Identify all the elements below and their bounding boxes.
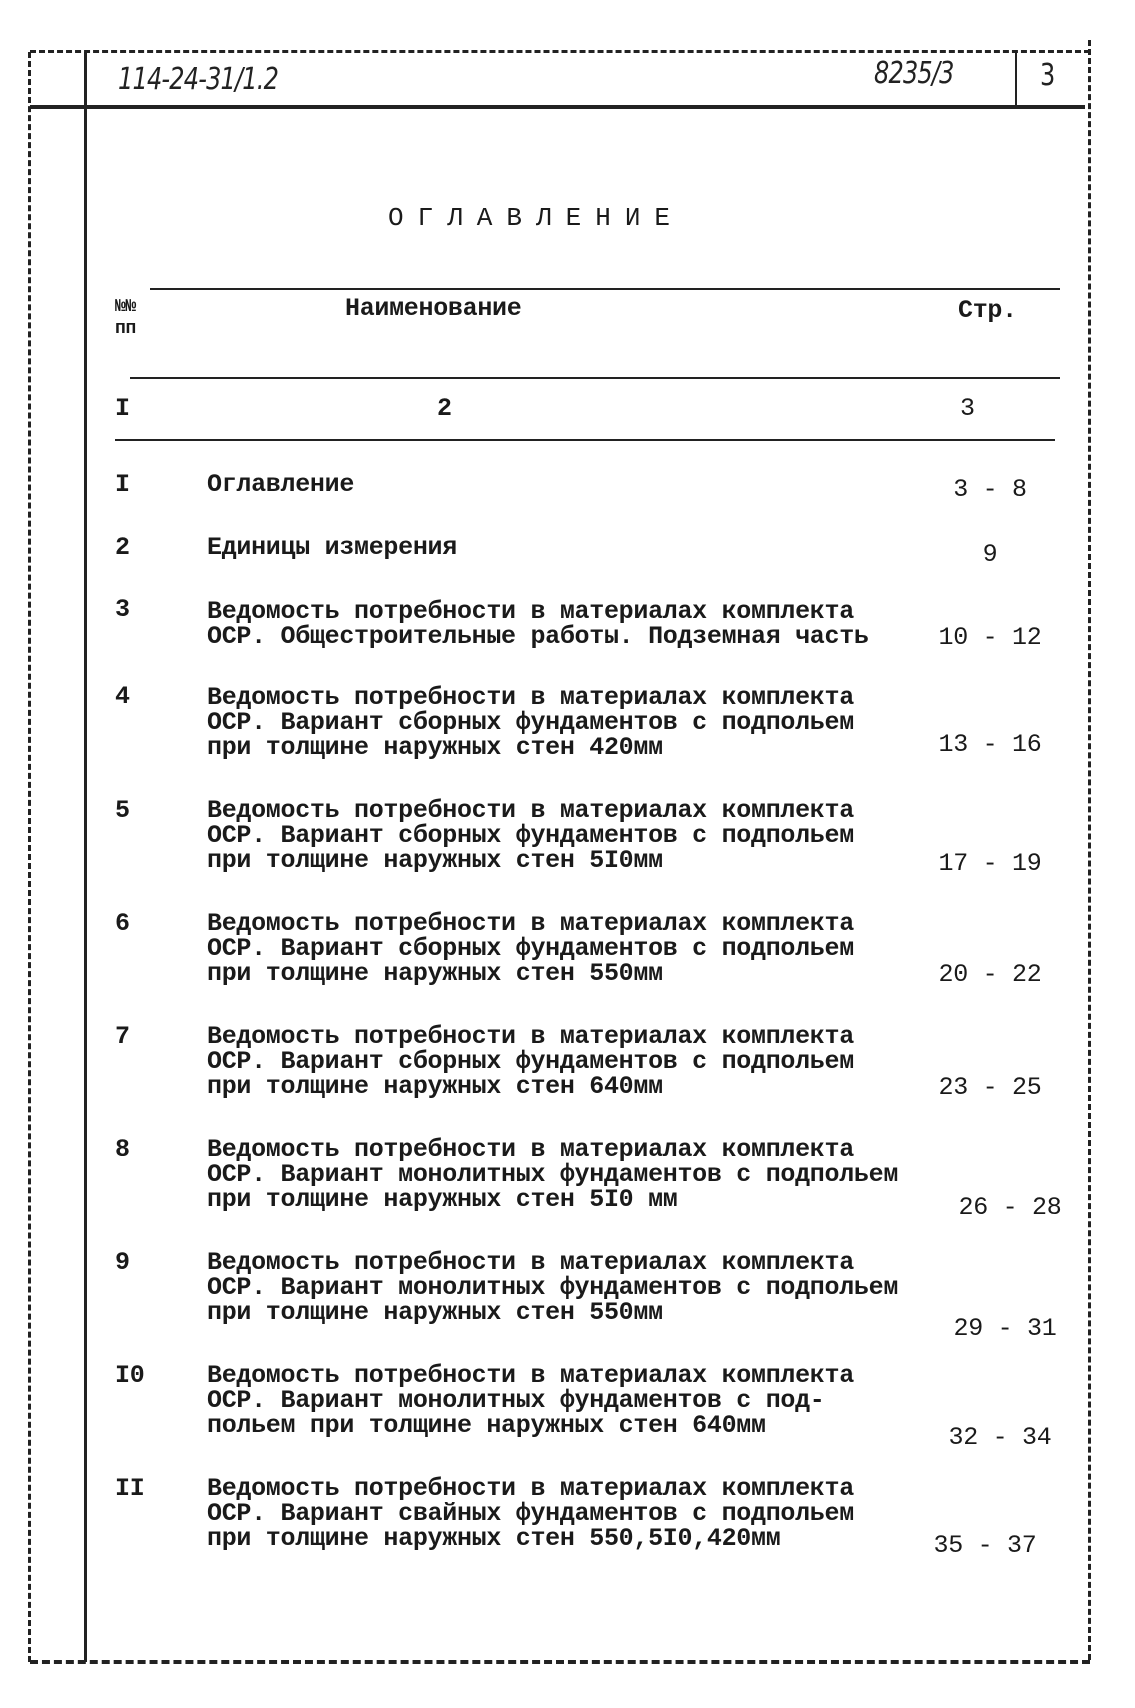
table-top-line: [150, 288, 1060, 290]
row-number: II: [115, 1474, 145, 1503]
row-pages: 17 - 19: [938, 849, 1042, 878]
row-pages: 9: [982, 540, 998, 569]
row-name: Ведомость потребности в материалах комплекта ОСР. Вариант сборных фундаментов с подпольем при толщине наружных стен 420мм: [207, 683, 854, 762]
sheet-box-divider: [1015, 52, 1017, 106]
row-pages: 10 - 12: [938, 623, 1042, 652]
frame-top-dashed-line: [30, 50, 1090, 53]
archive-number: 8235/3: [874, 56, 954, 91]
column-number-1: I: [115, 394, 130, 423]
header-divider-line: [130, 377, 1060, 379]
row-name: Ведомость потребности в материалах комплекта ОСР. Вариант свайных фундаментов с подпольем при толщине наружных стен 550,5I0,420мм: [207, 1474, 854, 1553]
column-header-name: Наименование: [345, 294, 522, 323]
row-number: 5: [115, 796, 130, 825]
document-code: 114-24-31/1.2: [118, 62, 279, 97]
row-name: Ведомость потребности в материалах комплекта ОСР. Вариант монолитных фундаментов с под- польем при толщине наружных стен 640мм: [207, 1361, 854, 1440]
row-pages: 13 - 16: [938, 730, 1042, 759]
column-number-3: 3: [960, 394, 975, 423]
row-number: 4: [115, 682, 130, 711]
row-number: I0: [115, 1361, 145, 1390]
row-pages: 32 - 34: [948, 1423, 1052, 1452]
row-number: 8: [115, 1135, 130, 1164]
row-number: 3: [115, 595, 130, 624]
row-number: I: [115, 470, 130, 499]
row-number: 2: [115, 533, 130, 562]
column-number-2: 2: [437, 394, 452, 423]
row-name: Ведомость потребности в материалах комплекта ОСР. Вариант монолитных фундаментов с подпольем при толщине наружных стен 550мм: [207, 1248, 899, 1327]
frame-bottom-line: [30, 1660, 1090, 1664]
sheet-number: 3: [1040, 58, 1055, 93]
frame-inner-left-line: [84, 52, 87, 1662]
page-title: ОГЛАВЛЕНИЕ: [388, 203, 685, 233]
row-name: Ведомость потребности в материалах комплекта ОСР. Общестроительные работы. Подземная часть: [207, 597, 869, 651]
header-bottom-line: [30, 105, 1085, 109]
row-name: Единицы измерения: [207, 533, 457, 562]
row-number: 6: [115, 909, 130, 938]
column-header-number: №№ пп: [115, 297, 137, 339]
row-name: Ведомость потребности в материалах комплекта ОСР. Вариант монолитных фундаментов с подпольем при толщине наружных стен 5I0 мм: [207, 1135, 899, 1214]
column-numbers-line: [115, 439, 1055, 441]
frame-right-line: [1088, 40, 1091, 1660]
row-pages: 35 - 37: [933, 1531, 1037, 1560]
row-pages: 3 - 8: [953, 475, 1027, 504]
row-name: Ведомость потребности в материалах комплекта ОСР. Вариант сборных фундаментов с подпольем при толщине наружных стен 550мм: [207, 909, 854, 988]
column-header-pages: Стр.: [958, 296, 1017, 325]
row-name: Ведомость потребности в материалах комплекта ОСР. Вариант сборных фундаментов с подпольем при толщине наружных стен 640мм: [207, 1022, 854, 1101]
row-pages: 29 - 31: [953, 1314, 1057, 1343]
row-pages: 23 - 25: [938, 1073, 1042, 1102]
row-pages: 26 - 28: [958, 1193, 1062, 1222]
row-number: 9: [115, 1248, 130, 1277]
row-number: 7: [115, 1022, 130, 1051]
frame-left-line: [28, 52, 31, 1662]
row-name: Оглавление: [207, 470, 355, 499]
row-pages: 20 - 22: [938, 960, 1042, 989]
row-name: Ведомость потребности в материалах комплекта ОСР. Вариант сборных фундаментов с подпольем при толщине наружных стен 5I0мм: [207, 796, 854, 875]
